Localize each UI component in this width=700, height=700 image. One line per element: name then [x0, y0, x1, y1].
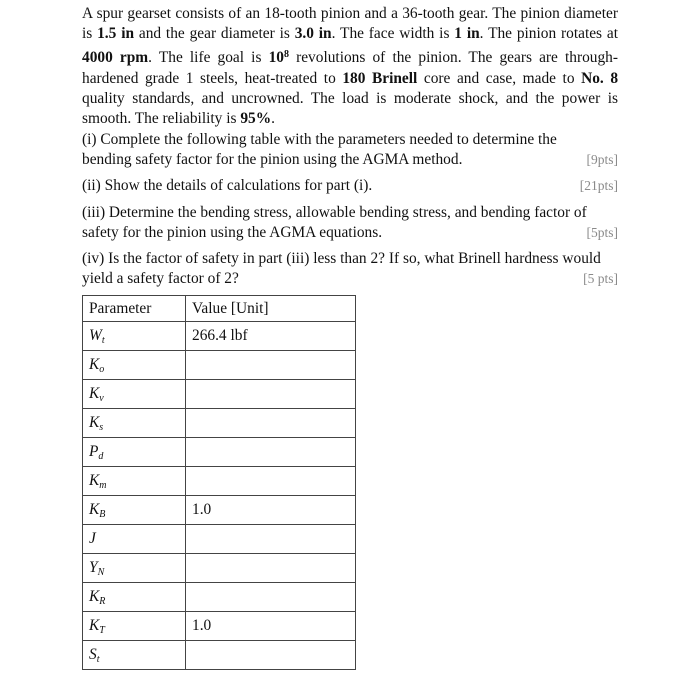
symbol-subscript: o: [99, 363, 105, 375]
parameter-value[interactable]: [186, 467, 356, 496]
parameter-symbol: [83, 496, 186, 525]
table-row: [83, 641, 356, 670]
header-value-unit: Value [Unit]: [186, 296, 356, 322]
symbol-subscript: T: [99, 624, 105, 636]
parameter-value[interactable]: [186, 409, 356, 438]
symbol-letter: K: [89, 471, 100, 489]
text-run: . The life goal is: [148, 49, 269, 67]
table-row: [83, 409, 356, 438]
parameter-value[interactable]: [186, 438, 356, 467]
symbol-letter: S: [89, 645, 97, 663]
parameter-value[interactable]: 1.0: [186, 612, 356, 641]
parameter-value[interactable]: [186, 525, 356, 554]
symbol-subscript: t: [96, 653, 100, 665]
problem-statement: [82, 4, 618, 129]
exponent: 8: [283, 48, 289, 60]
text-run: . The pinion rotates at: [479, 25, 618, 43]
symbol-subscript: t: [101, 334, 105, 346]
bold-value: 3.0 in: [294, 25, 332, 43]
symbol-subscript: d: [98, 450, 104, 462]
symbol-subscript: N: [97, 566, 105, 578]
table-row: [83, 438, 356, 467]
question-1-line-1: (i) Complete the following table with the parameters needed to determine the: [82, 131, 557, 148]
table-header-row: [83, 296, 356, 322]
parameter-value[interactable]: [186, 351, 356, 380]
parameter-value[interactable]: [186, 554, 356, 583]
parameter-value[interactable]: [186, 583, 356, 612]
symbol-letter: J: [89, 530, 96, 547]
symbol-letter: K: [89, 500, 100, 518]
parameter-symbol: [83, 380, 186, 409]
question-3: [82, 203, 618, 243]
table-row: [83, 496, 356, 525]
question-4: [82, 249, 618, 289]
table-row: [83, 467, 356, 496]
question-2-text: (ii) Show the details of calculations for part (i).: [82, 177, 373, 194]
text-run: core and case, made to: [417, 69, 582, 87]
parameter-symbol: [83, 641, 186, 670]
symbol-letter: K: [89, 413, 100, 431]
symbol-subscript: v: [99, 392, 104, 404]
parameter-symbol: [83, 322, 186, 351]
parameter-symbol: [83, 612, 186, 641]
question-3-line-2: safety for the pinion using the AGMA equations.: [82, 224, 383, 242]
table-row: [83, 554, 356, 583]
text-run: .: [271, 110, 275, 128]
question-3-line-1: (iii) Determine the bending stress, allowable bending stress, and bending factor of: [82, 204, 587, 221]
parameter-value[interactable]: 1.0: [186, 496, 356, 525]
text-run: revolutions of the pinion. The gears are through-hardened grade 1 steels, heat-treated to: [82, 49, 619, 87]
parameter-value[interactable]: [186, 641, 356, 670]
symbol-letter: K: [89, 384, 100, 402]
question-4-line-1: (iv) Is the factor of safety in part (iii) less than 2? If so, what Brinell hardness would: [82, 250, 601, 267]
symbol-letter: K: [89, 355, 100, 373]
table-row: [83, 612, 356, 641]
bold-value: 1 in: [454, 25, 480, 43]
question-4-points: [5 pts]: [583, 271, 618, 287]
bold-value: 95%: [240, 110, 272, 128]
parameter-table: [82, 295, 356, 670]
parameter-symbol: [83, 409, 186, 438]
question-1: [82, 130, 618, 170]
text-run: A spur gearset consists of an 18-tooth pinion and a 36-tooth gear. The pinion diameter is: [82, 5, 618, 43]
parameter-symbol: [83, 467, 186, 496]
table-body: [83, 322, 356, 670]
parameter-symbol: [83, 554, 186, 583]
bold-value: No. 8: [581, 69, 619, 87]
question-2-points: [21pts]: [579, 178, 618, 193]
table-row: [83, 322, 356, 351]
table-row: [83, 525, 356, 554]
parameter-value[interactable]: 266.4 lbf: [186, 322, 356, 351]
symbol-subscript: m: [99, 479, 107, 491]
symbol-subscript: R: [99, 595, 106, 607]
bold-value: 180 Brinell: [342, 69, 418, 87]
text-run: . The face width is: [331, 25, 455, 43]
symbol-letter: W: [89, 326, 102, 344]
table-row: [83, 583, 356, 612]
question-4-line-2: yield a safety factor of 2?: [82, 270, 239, 288]
symbol-subscript: B: [99, 508, 106, 520]
parameter-symbol: [83, 438, 186, 467]
text-run: quality standards, and uncrowned. The load is moderate shock, and the power is smooth. The reliability is: [82, 89, 618, 128]
symbol-subscript: s: [99, 421, 104, 433]
symbol-letter: K: [89, 587, 100, 605]
parameter-symbol: [83, 351, 186, 380]
bold-value: 1.5 in: [97, 25, 135, 43]
symbol-letter: P: [89, 442, 99, 460]
symbol-letter: Y: [89, 558, 98, 576]
question-3-points: [5pts]: [586, 225, 618, 241]
table-row: [83, 380, 356, 409]
text-run: and the gear diameter is: [134, 25, 295, 43]
question-2: [82, 176, 618, 196]
symbol-letter: K: [89, 616, 100, 634]
question-1-line-2: bending safety factor for the pinion using the AGMA method.: [82, 151, 463, 169]
bold-value: 10: [268, 49, 284, 67]
bold-value: 4000 rpm: [82, 49, 149, 67]
parameter-symbol: [83, 583, 186, 612]
parameter-value[interactable]: [186, 380, 356, 409]
parameter-symbol: [83, 525, 186, 554]
table-row: [83, 351, 356, 380]
header-parameter: Parameter: [83, 296, 186, 322]
question-1-points: [9pts]: [586, 152, 618, 168]
